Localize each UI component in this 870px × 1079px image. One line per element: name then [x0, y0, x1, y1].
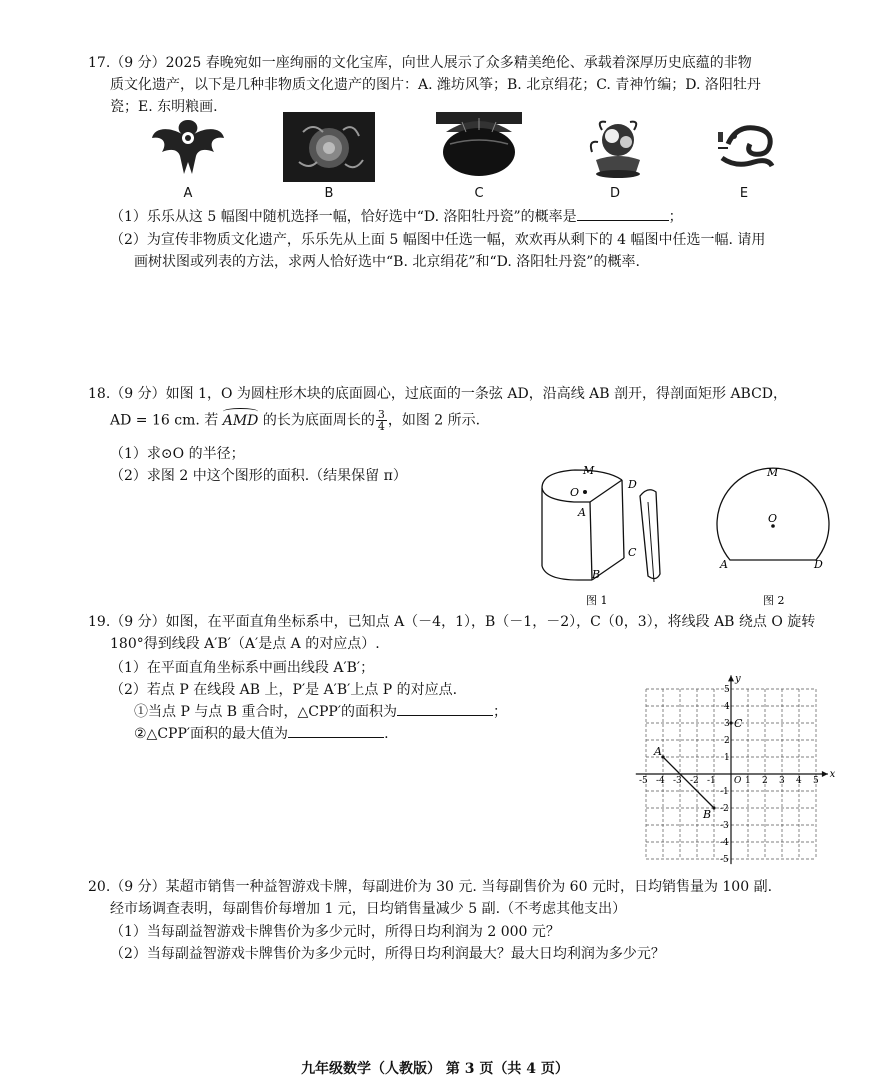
q19-line1: 19.（9 分）如图，在平面直角坐标系中，已知点 A（－4，1），B（－1，－2），C（0，3），将线段 AB 绕点 O 旋转	[88, 614, 816, 630]
grain-painting-image	[706, 112, 786, 182]
y-tick-label: 4	[724, 702, 730, 712]
answer-blank-q19-2[interactable]	[288, 723, 384, 738]
point-c	[729, 721, 732, 724]
y-axis-arrow	[728, 675, 734, 681]
x-tick-label: 4	[796, 776, 802, 786]
fig2-caption: 图 2	[763, 594, 785, 607]
q19-sub1	[134, 701, 507, 721]
q17-part1	[110, 206, 683, 226]
arc-amd: AMD	[223, 413, 259, 429]
page-footer: 九年级数学（人教版） 第 3 页（共 4 页）	[301, 1061, 569, 1077]
q17-line1: 17.（9 分）2025 春晚宛如一座绚丽的文化宝库，向世人展示了众多精美绝伦、承载着深厚历史底蕴的非物	[88, 55, 752, 71]
q20-part2: （2）当每副益智游戏卡牌售价为多少元时，所得日均利润最大？最大日均利润为多少元？	[110, 946, 665, 962]
x-axis-arrow	[822, 771, 828, 777]
x-tick-label: 2	[762, 776, 768, 786]
q19-sub1-text: ①当点 P 与点 B 重合时，△CPP′的面积为	[134, 704, 398, 720]
point-c-label: C	[734, 717, 743, 730]
q17-part1-text: （1）乐乐从这 5 幅图中随机选择一幅，恰好选中“D. 洛阳牡丹瓷”的概率是	[110, 209, 577, 225]
q19-sub2-text: ②△CPP′面积的最大值为	[134, 726, 289, 742]
y-tick-label: -2	[720, 804, 729, 814]
q18-line1: 18.（9 分）如图 1，O 为圆柱形木块的底面圆心，过底面的一条弦 AD，沿高线 AB 剖开，得剖面矩形 ABCD，	[88, 386, 788, 402]
q20-line2: 经市场调查表明，每副售价每增加 1 元，日均销售量减少 5 副.（不考虑其他支出）	[110, 901, 627, 917]
x-tick-label: 1	[745, 776, 751, 786]
q20-line1: 20.（9 分）某超市销售一种益智游戏卡牌，每副进价为 30 元. 当每副售价为 60 元时，日均销售量为 100 副.	[88, 879, 773, 895]
y-tick-label: 1	[724, 753, 730, 763]
x-tick-label: -2	[690, 776, 699, 786]
x-tick-label: -1	[707, 776, 716, 786]
fig2-label-o: O	[768, 512, 778, 525]
x-axis-label: x	[829, 769, 836, 780]
q18-part2: （2）求图 2 中这个图形的面积.（结果保留 π）	[110, 468, 407, 484]
y-tick-label: 5	[724, 685, 730, 695]
fig1-label-c: C	[628, 546, 637, 559]
label-b: B	[324, 186, 334, 201]
x-tick-label: -4	[656, 776, 665, 786]
point-b-label: B	[703, 808, 712, 821]
q20-part1: （1）当每副益智游戏卡牌售价为多少元时，所得日均利润为 2 000 元？	[110, 924, 560, 940]
fraction-three-quarters: $\frac{3}{4}$	[377, 408, 385, 433]
y-tick-label: -1	[720, 787, 729, 797]
q19-part2: （2）若点 P 在线段 AB 上，P′是 A′B′上点 P 的对应点.	[110, 682, 458, 698]
q19-sub1-end: ；	[493, 704, 508, 720]
y-tick-label: -4	[720, 838, 729, 848]
q19-part1: （1）在平面直角坐标系中画出线段 A′B′；	[110, 660, 375, 676]
q19-line2: 180°得到线段 A′B′（A′是点 A 的对应点）.	[110, 636, 380, 652]
fig2-label-m: M	[767, 466, 779, 479]
fig1-label-a: A	[578, 506, 586, 519]
fig1-label-m: M	[583, 464, 595, 477]
fig1-label-d: D	[628, 478, 637, 491]
label-c: C	[474, 186, 484, 201]
silk-flower-image	[283, 112, 363, 182]
origin-label: O	[734, 776, 742, 786]
answer-blank-q17[interactable]	[577, 206, 669, 221]
label-a: A	[183, 186, 193, 201]
figure-1-cylinder	[530, 462, 680, 608]
kite-image	[148, 112, 228, 182]
q19-sub2-end: .	[384, 726, 389, 742]
label-d: D	[609, 186, 620, 201]
y-tick-label: 3	[724, 719, 730, 729]
fig1-label-b: B	[592, 568, 601, 581]
figure-2-arc-shape	[708, 462, 848, 608]
fig1-caption: 图 1	[586, 594, 608, 607]
q18-line2	[110, 409, 480, 432]
q17-part1-end: ；	[668, 209, 683, 225]
point-b	[712, 806, 715, 809]
fig1-label-o: O	[570, 486, 580, 499]
answer-blank-q19-1[interactable]	[397, 701, 493, 716]
label-e: E	[739, 186, 749, 201]
fig2-label-a: A	[720, 558, 728, 571]
y-axis-label: y	[735, 673, 741, 685]
y-tick-label: 2	[724, 736, 730, 746]
y-tick-label: -5	[720, 855, 729, 865]
fig2-label-d: D	[814, 558, 823, 571]
q17-part2-line2: 画树状图或列表的方法，求两人恰好选中“B. 北京绢花”和“D. 洛阳牡丹瓷”的概率.	[134, 254, 640, 270]
q17-part2-line1: （2）为宣传非物质文化遗产，乐乐先从上面 5 幅图中任选一幅，欢欢再从剩下的 4 幅图中任选一幅. 请用	[110, 232, 766, 248]
bamboo-weaving-image	[436, 112, 516, 182]
coordinate-grid	[624, 672, 838, 865]
x-tick-label: -5	[639, 776, 648, 786]
q17-line2: 质文化遗产，以下是几种非物质文化遗产的图片：A. 潍坊风筝；B. 北京绢花；C. 青神竹编；D. 洛阳牡丹	[110, 77, 761, 93]
q18-part1: （1）求⊙O 的半径；	[110, 446, 245, 462]
x-tick-label: 5	[813, 776, 819, 786]
q18-line2-b: 的长为底面周长的	[262, 412, 375, 429]
point-a-label: A	[654, 745, 662, 758]
q19-sub2	[134, 723, 389, 743]
q17-line3: 瓷；E. 东明粮画.	[110, 99, 218, 115]
peony-porcelain-image	[578, 112, 658, 182]
x-tick-label: -3	[673, 776, 682, 786]
x-tick-label: 3	[779, 776, 785, 786]
heritage-images	[140, 112, 790, 207]
q18-line2-c: ，如图 2 所示.	[387, 412, 481, 429]
q18-line2-a: AD = 16 cm. 若	[110, 412, 219, 429]
y-tick-label: -3	[720, 821, 729, 831]
